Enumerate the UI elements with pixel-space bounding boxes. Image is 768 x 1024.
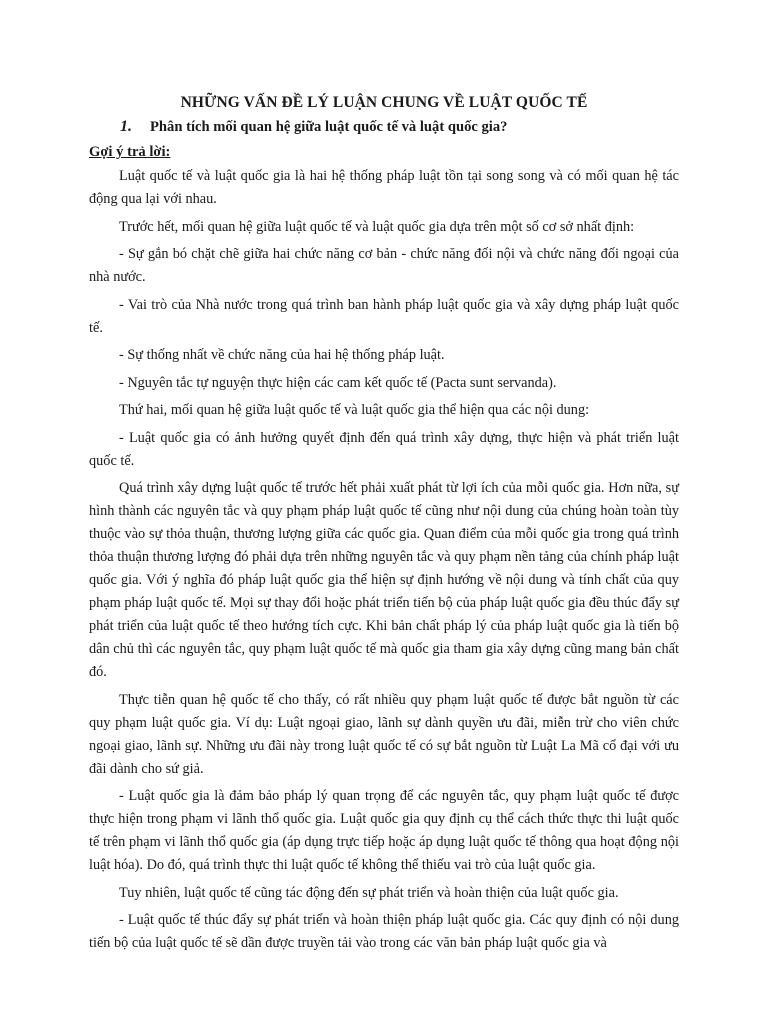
paragraph: Luật quốc tế và luật quốc gia là hai hệ thống pháp luật tồn tại song song và có mối quan hệ tác động qua lại với nhau. (89, 168, 679, 207)
paragraph: - Vai trò của Nhà nước trong quá trình ban hành pháp luật quốc gia và xây dựng pháp luật quốc tế. (89, 296, 679, 336)
question-text: Phân tích mối quan hệ giữa luật quốc tế và luật quốc gia? (150, 119, 508, 135)
answer-body (89, 165, 679, 955)
question-heading (89, 118, 679, 136)
document-title: NHỮNG VẤN ĐỀ LÝ LUẬN CHUNG VỀ LUẬT QUỐC TẾ (180, 94, 588, 111)
paragraph: Tuy nhiên, luật quốc tế cũng tác động đến sự phát triển và hoàn thiện của luật quốc gia. (119, 884, 619, 901)
paragraph: - Luật quốc tế thúc đẩy sự phát triển và hoàn thiện pháp luật quốc gia. Các quy định có nội dung tiến bộ của luật quốc tế sẽ dần được truyền tải vào trong các văn bản pháp luật quốc gia và (89, 912, 679, 951)
paragraph: - Sự gắn bó chặt chẽ giữa hai chức năng cơ bản - chức năng đối nội và chức năng đối ngoại của nhà nước. (89, 246, 679, 285)
paragraph: - Sự thống nhất về chức năng của hai hệ thống pháp luật. (119, 347, 445, 363)
answer-label: Gợi ý trả lời: (89, 144, 171, 160)
paragraph: Thứ hai, mối quan hệ giữa luật quốc tế và luật quốc gia thể hiện qua các nội dung: (119, 402, 590, 418)
paragraph: Thực tiễn quan hệ quốc tế cho thấy, có rất nhiều quy phạm luật quốc tế được bắt nguồn từ các quy phạm luật quốc gia. Ví dụ: Luật ngoại giao, lãnh sự dành quyền ưu đãi, miễn trừ cho viên chức ngoại giao, lãnh sự. Những ưu đãi này trong luật quốc tế có sự bắt nguồn từ Luật La Mã cổ đại với ưu đãi dành cho sứ giả. (89, 691, 679, 777)
paragraph: - Nguyên tắc tự nguyện thực hiện các cam kết quốc tế (Pacta sunt servanda). (119, 374, 557, 391)
paragraph: Quá trình xây dựng luật quốc tế trước hết phải xuất phát từ lợi ích của mỗi quốc gia. Hơn nữa, sự hình thành các nguyên tắc và quy phạm pháp luật quốc tế cũng như nội dung của chúng hoàn toàn tùy thuộc vào sự thỏa thuận, thương lượng giữa các quốc gia. Quan điểm của mỗi quốc gia trong quá trình thỏa thuận thương lượng đó phải dựa trên những nguyên tắc và quy phạm nền tảng của chính pháp luật quốc gia. Với ý nghĩa đó pháp luật quốc gia thể hiện sự định hướng về nội dung và tính chất của quy phạm pháp luật quốc tế. Mọi sự thay đổi hoặc phát triển tiến bộ của pháp luật quốc gia đều thúc đẩy sự phát triển của luật quốc tế theo hướng tích cực. Khi bản chất pháp lý của pháp luật quốc gia là tiến bộ dân chủ thì các nguyên tắc, quy phạm luật quốc tế mà quốc gia tham gia xây dựng cũng mang bản chất đó. (89, 480, 679, 680)
paragraph: - Luật quốc gia là đảm bảo pháp lý quan trọng để các nguyên tắc, quy phạm luật quốc tế được thực hiện trong phạm vi lãnh thổ quốc gia. Luật quốc gia quy định cụ thể cách thức thực thi luật quốc tế trên phạm vi lãnh thổ quốc gia (áp dụng trực tiếp hoặc áp dụng luật quốc tế thông qua hoạt động nội luật hóa). Do đó, quá trình thực thi luật quốc tế không thể thiếu vai trò của luật quốc gia. (89, 788, 679, 873)
paragraph: Trước hết, mối quan hệ giữa luật quốc tế và luật quốc gia dựa trên một số cơ sở nhất định: (119, 218, 635, 235)
question-number: 1. (120, 118, 132, 135)
paragraph: - Luật quốc gia có ảnh hưởng quyết định đến quá trình xây dựng, thực hiện và phát triển luật quốc tế. (89, 429, 679, 469)
